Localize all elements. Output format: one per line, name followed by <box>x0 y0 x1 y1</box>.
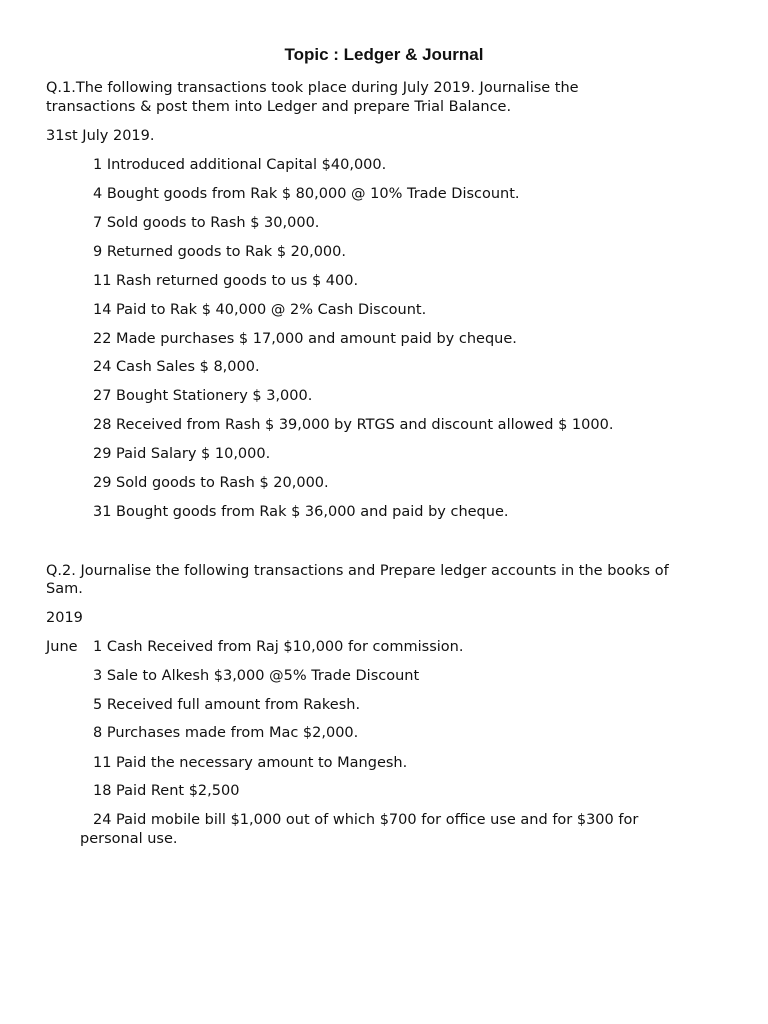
q2-month: June <box>46 639 78 655</box>
q2-last-item-line2: personal use. <box>80 831 178 847</box>
q2-item: 8 Purchases made from Mac $2,000. <box>93 725 359 741</box>
q1-item: 28 Received from Rash $ 39,000 by RTGS and discount allowed $ 1000. <box>93 417 614 433</box>
q1-item: 24 Cash Sales $ 8,000. <box>93 359 260 375</box>
q1-item: 7 Sold goods to Rash $ 30,000. <box>93 215 320 231</box>
q2-item: 11 Paid the necessary amount to Mangesh. <box>93 755 408 771</box>
q1-item: 22 Made purchases $ 17,000 and amount paid by cheque. <box>93 331 517 347</box>
q1-heading-line2: transactions & post them into Ledger and prepare Trial Balance. <box>46 99 512 115</box>
q1-item: 1 Introduced additional Capital $40,000. <box>93 157 387 173</box>
q1-heading-line1: Q.1.The following transactions took place during July 2019. Journalise the <box>46 80 579 96</box>
q1-item: 27 Bought Stationery $ 3,000. <box>93 388 313 404</box>
q1-item: 29 Paid Salary $ 10,000. <box>93 446 271 462</box>
q2-item: 5 Received full amount from Rakesh. <box>93 697 361 713</box>
page-title: Topic : Ledger & Journal <box>284 45 484 64</box>
q1-item: 29 Sold goods to Rash $ 20,000. <box>93 475 329 491</box>
q2-year: 2019 <box>46 610 83 626</box>
q1-item: 14 Paid to Rak $ 40,000 @ 2% Cash Discount. <box>93 302 427 318</box>
q1-item: 31 Bought goods from Rak $ 36,000 and paid by cheque. <box>93 504 509 520</box>
q2-item: 1 Cash Received from Raj $10,000 for commission. <box>93 639 464 655</box>
q2-item: 3 Sale to Alkesh $3,000 @5% Trade Discount <box>93 668 420 684</box>
q1-item: 4 Bought goods from Rak $ 80,000 @ 10% Trade Discount. <box>93 186 520 202</box>
q2-item: 18 Paid Rent $2,500 <box>93 783 240 799</box>
q1-item: 9 Returned goods to Rak $ 20,000. <box>93 244 346 260</box>
q1-date: 31st July 2019. <box>46 128 155 144</box>
q2-last-item-line1: 24 Paid mobile bill $1,000 out of which $700 for office use and for $300 for <box>93 812 639 828</box>
q2-heading-line1: Q.2. Journalise the following transactions and Prepare ledger accounts in the books of <box>46 563 669 579</box>
q1-item: 11 Rash returned goods to us $ 400. <box>93 273 359 289</box>
q2-heading-line2: Sam. <box>46 581 83 597</box>
